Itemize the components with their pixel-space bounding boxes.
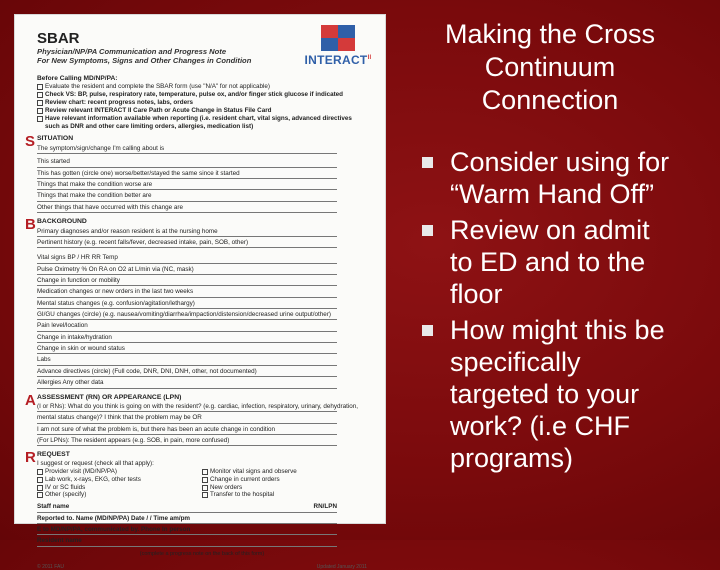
form-line: Vital signs BP / HR RR Temp bbox=[37, 254, 337, 263]
request-option: IV or SC fluids bbox=[37, 484, 202, 492]
reported-to-line: Reported to. Name (MD/NP/PA) Date / / Time am/pm bbox=[37, 515, 337, 524]
sbar-document-image bbox=[15, 15, 385, 570]
staff-name-label: Staff name bbox=[37, 503, 70, 511]
request-title: REQUEST bbox=[37, 451, 70, 459]
request-option: Monitor vital signs and observe bbox=[202, 468, 367, 476]
staff-role-label: RN/LPN bbox=[313, 503, 337, 511]
document-footer bbox=[37, 564, 367, 570]
progress-note-instruction: (complete a progress note on the back of this form) bbox=[139, 550, 265, 557]
form-line: (I or RNs): What do you think is going on with the resident? (e.g. cardiac, infection, respiratory, urinary, dehydration, bbox=[37, 403, 337, 412]
form-line: GI/GU changes (circle) (e.g. nausea/vomiting/diarrhea/impaction/distension/decreased urine output/other) bbox=[37, 311, 337, 320]
document-subtitle-1: Physician/NP/PA Communication and Progress Note bbox=[37, 47, 227, 56]
form-line: The symptom/sign/change I'm calling about is bbox=[37, 145, 337, 154]
logo-text: INTERACT bbox=[304, 53, 368, 67]
footer-left: © 2011 FAU bbox=[37, 563, 64, 570]
before-item: Have relevant information available when reporting (i.e. resident chart, vital signs, advanced directives bbox=[37, 115, 367, 123]
slide-title-line: Making the Cross bbox=[444, 19, 656, 49]
bullet-line: floor bbox=[450, 279, 503, 309]
assessment-section bbox=[25, 391, 367, 447]
form-line: (For LPNs): The resident appears (e.g. SOB, in pain, more confused) bbox=[37, 437, 337, 446]
form-line: I am not sure of what the problem is, but there has been an acute change in condition bbox=[37, 426, 337, 435]
before-item: Review relevant INTERACT II Care Path or Acute Change in Status File Card bbox=[37, 107, 367, 115]
slide-title-line: Connection bbox=[481, 85, 619, 115]
form-line: Change in intake/hydration bbox=[37, 334, 337, 343]
bullet-line: targeted to your bbox=[450, 379, 640, 409]
bullet-item bbox=[420, 314, 710, 474]
bullet-item bbox=[420, 214, 710, 310]
form-line: mental status change)? I think that the problem may be OR bbox=[37, 414, 337, 423]
square-bullet-icon bbox=[422, 225, 433, 236]
request-section bbox=[25, 449, 367, 570]
before-item-continued: such as DNR and other care limiting orders, allergies, medication list) bbox=[45, 122, 254, 130]
form-line: Allergies Any other data bbox=[37, 379, 337, 388]
form-line: Things that make the condition worse are bbox=[37, 181, 337, 190]
square-bullet-icon bbox=[422, 157, 433, 168]
communicated-line: E to MD/NP/PA, communicated by. Phone In person bbox=[37, 526, 337, 535]
before-item: Check VS: BP, pulse, respiratory rate, temperature, pulse ox, and/or finger stick glucose if indicated bbox=[37, 91, 367, 99]
assessment-letter: A bbox=[25, 391, 36, 409]
request-option: New orders bbox=[202, 484, 367, 492]
request-option: Transfer to the hospital bbox=[202, 491, 367, 499]
before-item: Review chart: recent progress notes, labs, orders bbox=[37, 99, 367, 107]
situation-letter: S bbox=[25, 133, 36, 151]
form-line: Pertinent history (e.g. recent falls/fever, decreased intake, pain, SOB, other) bbox=[37, 239, 337, 248]
background-letter: B bbox=[25, 216, 36, 234]
form-line: Labs bbox=[37, 356, 337, 365]
bullet-line: Consider using for bbox=[450, 147, 670, 177]
document-title: SBAR bbox=[37, 30, 80, 47]
situation-title: SITUATION bbox=[37, 135, 74, 143]
bullet-line: programs) bbox=[450, 443, 574, 473]
form-line: Change in skin or wound status bbox=[37, 345, 337, 354]
bullet-line: Review on admit bbox=[450, 215, 650, 245]
request-option: Other (specify) bbox=[37, 491, 202, 499]
form-line: Primary diagnoses and/or reason resident is at the nursing home bbox=[37, 228, 337, 237]
bullet-item bbox=[420, 146, 710, 210]
request-option: Provider visit (MD/NP/PA) bbox=[37, 468, 202, 476]
bullet-line: How might this be bbox=[450, 315, 665, 345]
footer-right: Updated January 2011 bbox=[316, 563, 367, 570]
background-title: BACKGROUND bbox=[37, 218, 87, 226]
bullet-line: work? (i.e CHF bbox=[450, 411, 631, 441]
bullet-list bbox=[420, 146, 710, 478]
form-line: Medication changes or new orders in the last two weeks bbox=[37, 288, 337, 297]
background-section bbox=[25, 216, 367, 389]
resident-name-line: Resident name bbox=[37, 537, 337, 546]
form-line: Pain level/location bbox=[37, 322, 337, 331]
request-intro: I suggest or request (check all that apply): bbox=[37, 459, 154, 467]
form-line: Pulse Oximetry % On RA on O2 at L/min via (NC, mask) bbox=[37, 266, 337, 275]
staff-name-line bbox=[37, 503, 337, 512]
bullet-line: “Warm Hand Off” bbox=[450, 179, 655, 209]
request-option: Change in current orders bbox=[202, 476, 367, 484]
request-letter: R bbox=[25, 449, 36, 467]
form-line: Mental status changes (e.g. confusion/agitation/lethargy) bbox=[37, 300, 337, 309]
document-subtitle-2: For New Symptoms, Signs and Other Changes in Condition bbox=[37, 56, 252, 65]
form-line: Advance directives (circle) (Full code, DNR, DNI, DNH, other, not documented) bbox=[37, 368, 337, 377]
form-line: This started bbox=[37, 158, 337, 167]
document-body bbox=[25, 30, 367, 570]
bullet-line: to ED and to the bbox=[450, 247, 646, 277]
situation-section bbox=[25, 133, 367, 213]
logo-suffix: II bbox=[367, 55, 372, 61]
before-calling-heading: Before Calling MD/NP/PA: bbox=[37, 75, 118, 82]
request-option: Lab work, x-rays, EKG, other tests bbox=[37, 476, 202, 484]
assessment-title: ASSESSMENT (RN) OR APPEARANCE (LPN) bbox=[37, 393, 182, 401]
form-line: This has gotten (circle one) worse/better/stayed the same since it started bbox=[37, 170, 337, 179]
request-options bbox=[37, 468, 367, 499]
square-bullet-icon bbox=[422, 325, 433, 336]
form-line: Things that make the condition better are bbox=[37, 192, 337, 201]
slide-title-line: Continuum bbox=[484, 52, 616, 82]
before-item: Evaluate the resident and complete the SBAR form (use "N/A" for not applicable) bbox=[37, 83, 367, 91]
bullet-line: specifically bbox=[450, 347, 581, 377]
form-line: Other things that have occurred with this change are bbox=[37, 204, 337, 213]
slide-title bbox=[420, 18, 680, 117]
form-line: Change in function or mobility bbox=[37, 277, 337, 286]
